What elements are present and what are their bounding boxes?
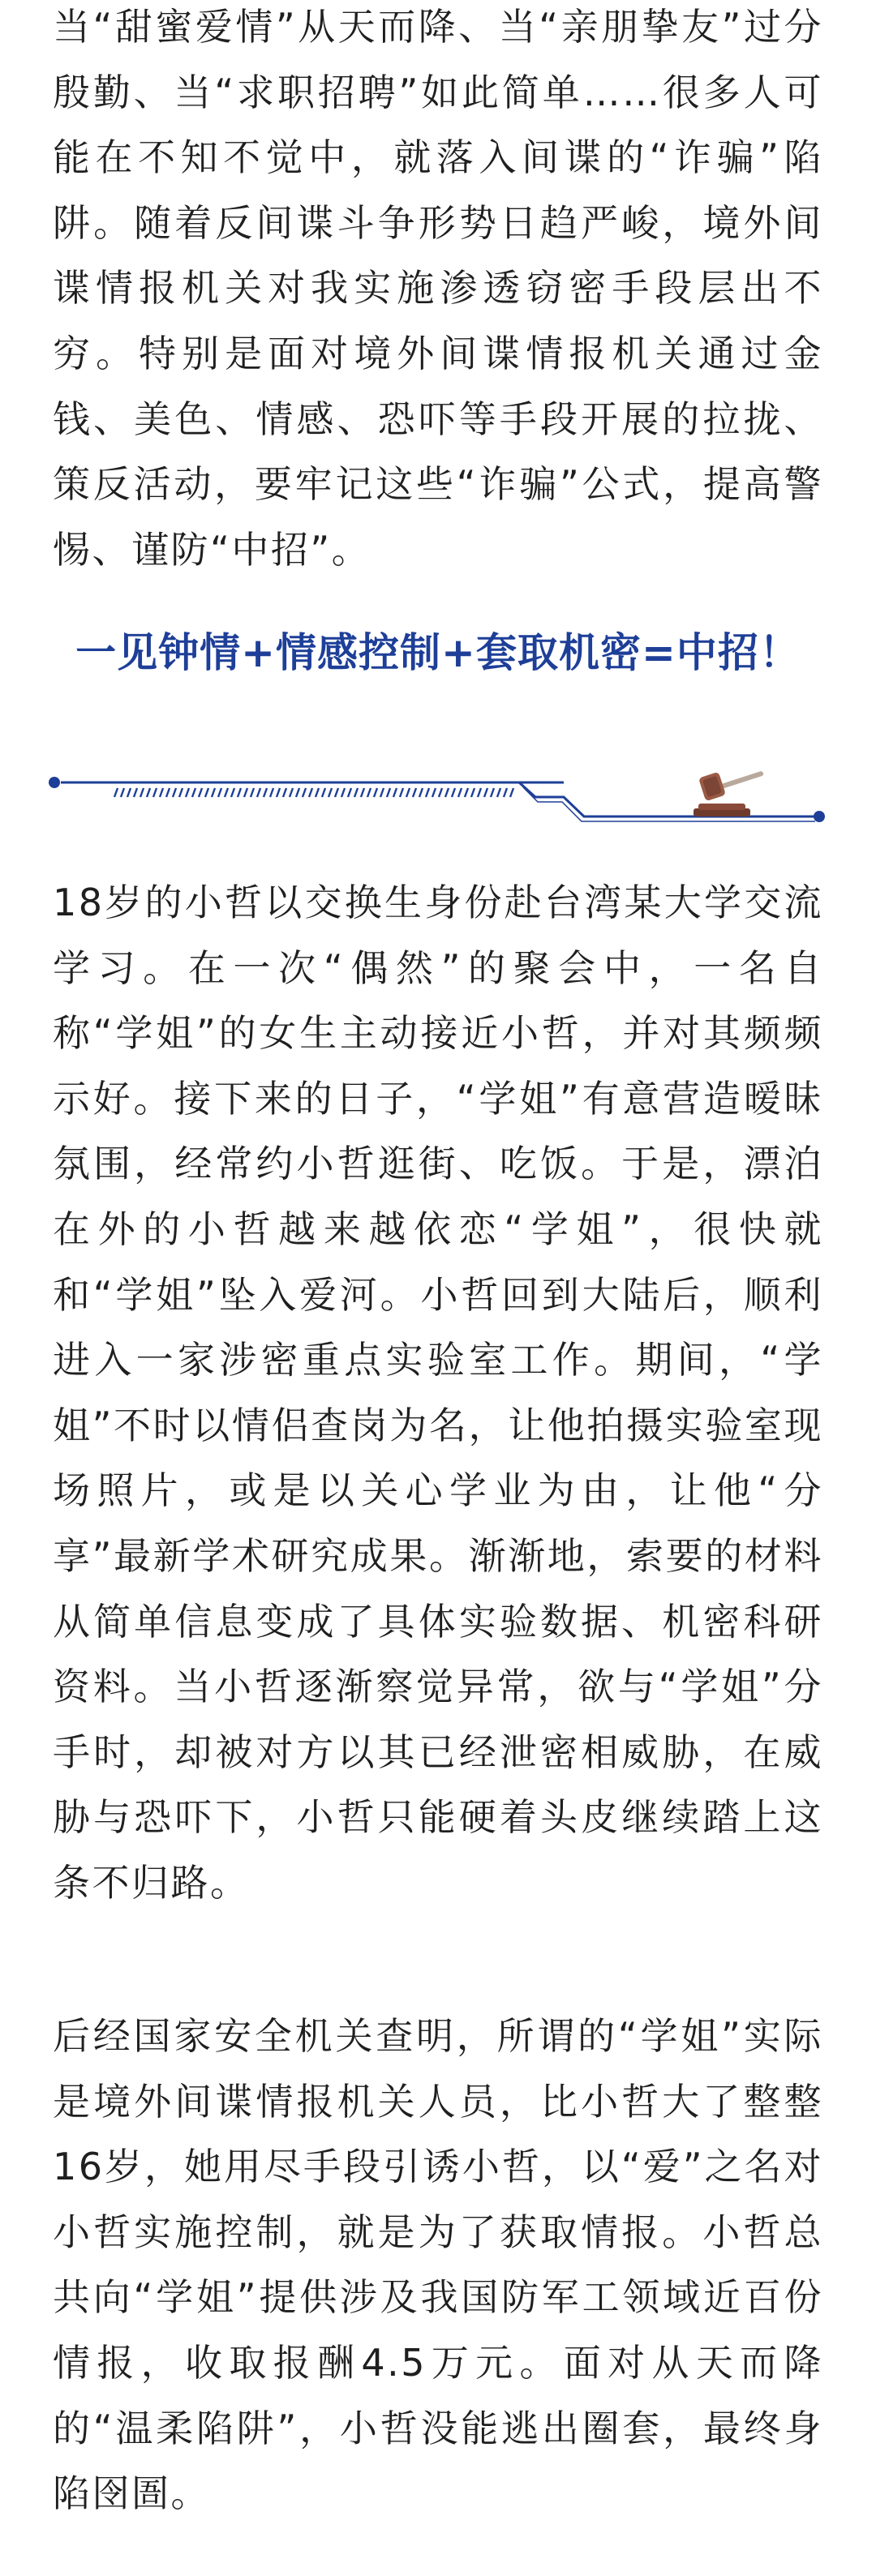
article-paragraph-case: 18岁的小哲以交换生身份赴台湾某大学交流学习。在一次“偶然”的聚会中，一名自称“学姐”的女生主动接近小哲，并对其频频示好。接下来的日子，“学姐”有意营造暧昧氛围，经常约小哲逛街、吃饭。于是，漂泊在外的小哲越来越依恋“学姐”，很快就和“学姐”坠入爱河。小哲回到大陆后，顺利进入一家涉密重点实验室工作。期间，“学姐”不时以情侣查岗为名，让他拍摄实验室现场照片，或是以关心学业为由，让他“分享”最新学术研究成果。渐渐地，索要的材料从简单信息变成了具体实验数据、机密科研资料。当小哲逐渐察觉异常，欲与“学姐”分手时，却被对方以其已经泄密相威胁，在威胁与恐吓下，小哲只能硬着头皮继续踏上这条不归路。 <box>53 881 823 1905</box>
section-heading: 一见钟情+情感控制+套取机密=中招！ <box>75 629 801 676</box>
divider-hatch <box>114 788 513 797</box>
article-paragraph-conclusion: 后经国家安全机关查明，所谓的“学姐”实际是境外间谍情报机关人员，比小哲大了整整16岁，她用尽手段引诱小哲，以“爱”之名对小哲实施控制，就是为了获取情报。小哲总共向“学姐”提供涉及我国防军工领域近百份情报，收取报酬4.5万元。面对从天而降的“温柔陷阱”，小哲没能逃出圈套，最终身陷囹圄。 <box>53 2014 823 2516</box>
section-divider <box>45 758 844 839</box>
divider-dot-right <box>814 811 825 822</box>
gavel-icon <box>694 770 764 817</box>
divider-dot-left <box>49 777 60 788</box>
article-paragraph-intro: 当“甜蜜爱情”从天而降、当“亲朋挚友”过分殷勤、当“求职招聘”如此简单……很多人可能在不知不觉中，就落入间谍的“诈骗”陷阱。随着反间谍斗争形势日趋严峻，境外间谍情报机关对我实施渗透窃密手段层出不穷。特别是面对境外间谍情报机关通过金钱、美色、情感、恐吓等手段开展的拉拢、策反活动，要牢记这些“诈骗”公式，提高警惕、谨防“中招”。 <box>53 5 823 572</box>
divider-step <box>519 782 815 817</box>
